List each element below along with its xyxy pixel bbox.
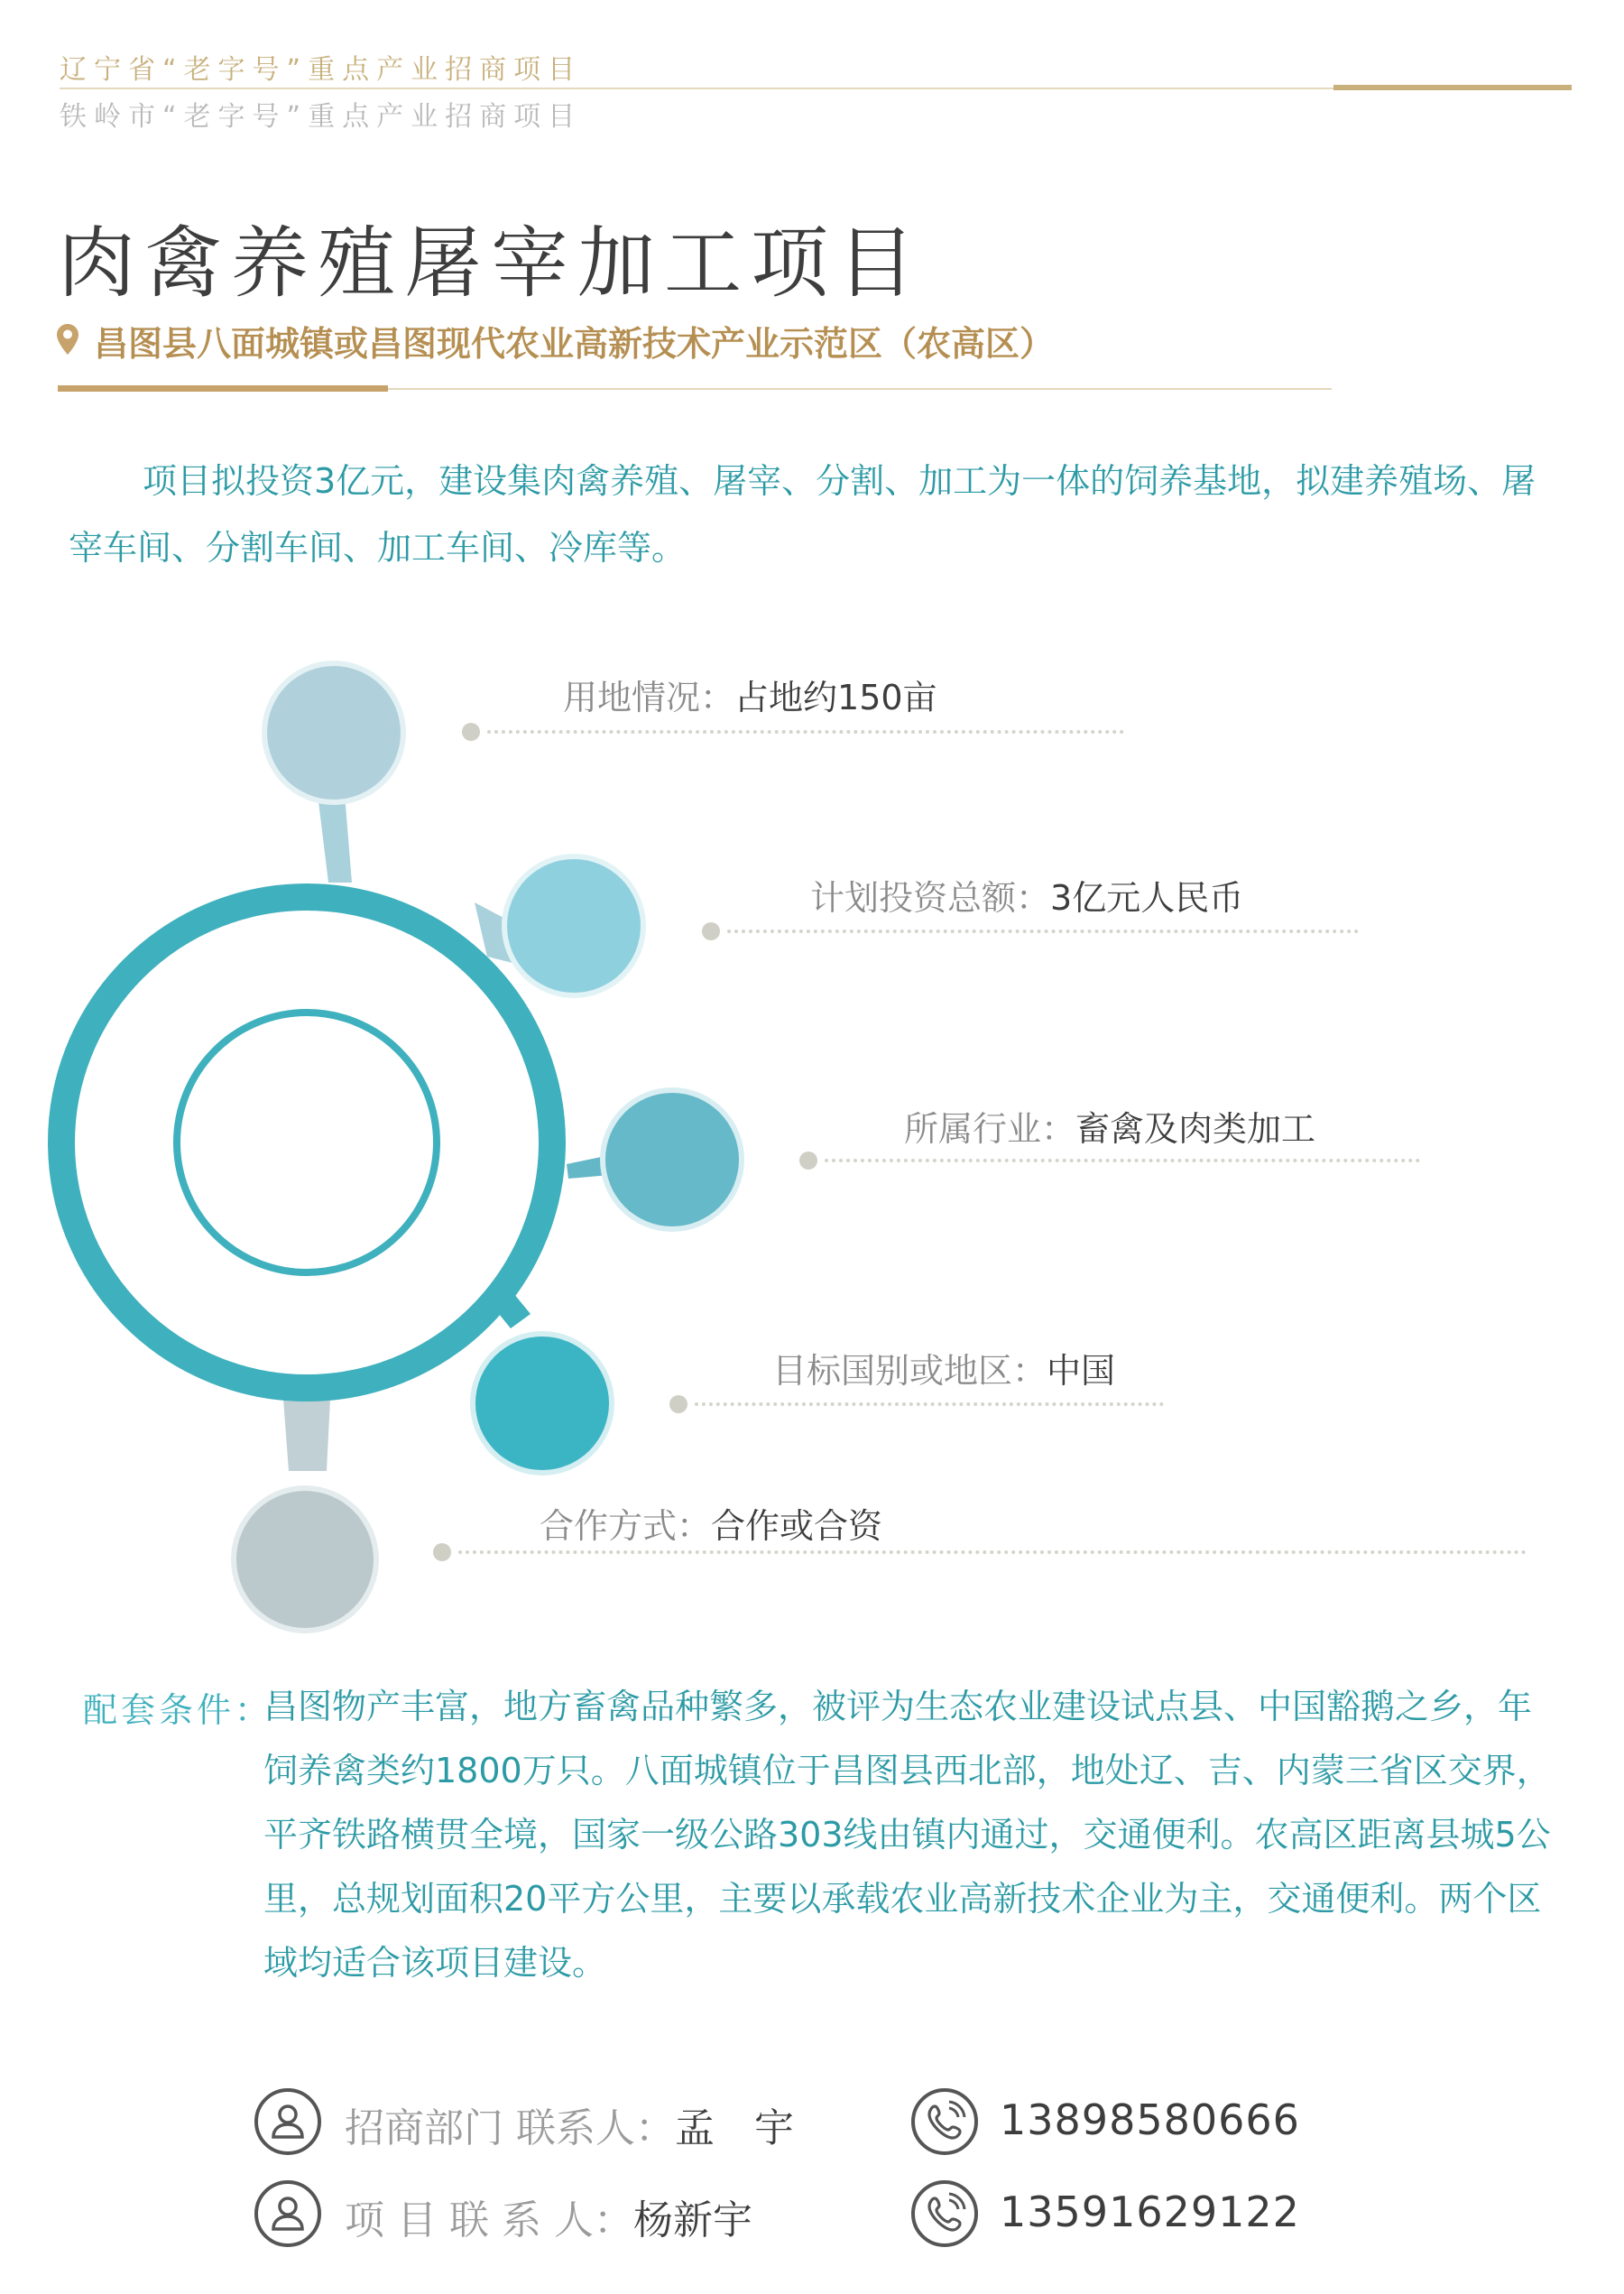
contact-label: 招商部门 联系人： [345, 2105, 675, 2151]
info-label: 计划投资总额： [810, 878, 1051, 918]
dotted-leader [825, 1159, 1420, 1162]
intro-paragraph: 项目拟投资3亿元，建设集肉禽养殖、屠宰、分割、加工为一体的饲养基地，拟建养殖场、屠宰车间、分割车间、加工车间、冷库等。 [69, 461, 1536, 568]
dotted-leader [727, 930, 1359, 933]
contact-phone[interactable]: 13898580666 [1000, 2095, 1300, 2144]
contact-name: 杨新宇 [632, 2197, 752, 2243]
info-row-investment [810, 870, 1243, 920]
bullet-dot [669, 1395, 687, 1413]
info-value: 占地约150亩 [734, 678, 937, 717]
page-title: 肉禽养殖屠宰加工项目 [58, 218, 924, 309]
info-value: 中国 [1047, 1351, 1116, 1391]
info-row-region [772, 1343, 1115, 1392]
info-row-industry [904, 1101, 1315, 1151]
location-accent-bar [58, 385, 388, 392]
info-value: 合作或合资 [711, 1506, 883, 1546]
header-line-2: 铁岭市“老字号”重点产业招商项目 [60, 101, 583, 133]
person-icon [254, 2180, 321, 2247]
bullet-dot [702, 922, 720, 940]
bullet-dot [462, 723, 480, 741]
contact-row-2 [345, 2188, 752, 2245]
contact-label: 项 目 联 系 人： [345, 2197, 633, 2243]
bullet-dot [433, 1543, 451, 1561]
location-pin-icon [56, 323, 79, 356]
contact-row-1 [345, 2095, 794, 2153]
info-row-cooperation [540, 1498, 882, 1548]
dotted-leader [487, 730, 1124, 734]
info-value: 畜禽及肉类加工 [1075, 1109, 1316, 1149]
support-text: 昌图物产丰富，地方畜禽品种繁多，被评为生态农业建设试点县、中国豁鹅之乡，年饲养禽类约1800万只。八面城镇位于昌图县西北部，地处辽、吉、内蒙三省区交界，平齐铁路横贯全境，国家一级公路303线由镇内通过，交通便利。农高区距离县城5公里，总规划面积20平方公里，主要以承载农业高新技术企业为主，交通便利。两个区域均适合该项目建设。 [263, 1687, 1551, 1983]
dotted-leader [695, 1402, 1164, 1406]
inner-ring [177, 1013, 437, 1272]
info-label: 目标国别或地区： [772, 1351, 1047, 1391]
header-line-1: 辽宁省“老字号”重点产业招商项目 [60, 54, 583, 86]
info-label: 所属行业： [904, 1109, 1076, 1149]
phone-icon [911, 2088, 978, 2155]
contact-phone[interactable]: 13591629122 [1000, 2188, 1300, 2236]
dotted-leader [458, 1550, 1527, 1554]
phone-icon [911, 2180, 978, 2247]
header-accent-bar [1333, 85, 1572, 90]
support-label: 配套条件： [83, 1690, 273, 1730]
contact-name: 孟 宇 [675, 2105, 794, 2151]
info-value: 3亿元人民币 [1050, 878, 1244, 918]
info-row-land [563, 670, 937, 719]
location-text: 昌图县八面城镇或昌图现代农业高新技术产业示范区（农高区） [94, 323, 1055, 364]
person-icon [254, 2088, 321, 2155]
bullet-dot [799, 1152, 817, 1170]
info-label: 用地情况： [563, 678, 735, 717]
info-label: 合作方式： [540, 1506, 712, 1546]
